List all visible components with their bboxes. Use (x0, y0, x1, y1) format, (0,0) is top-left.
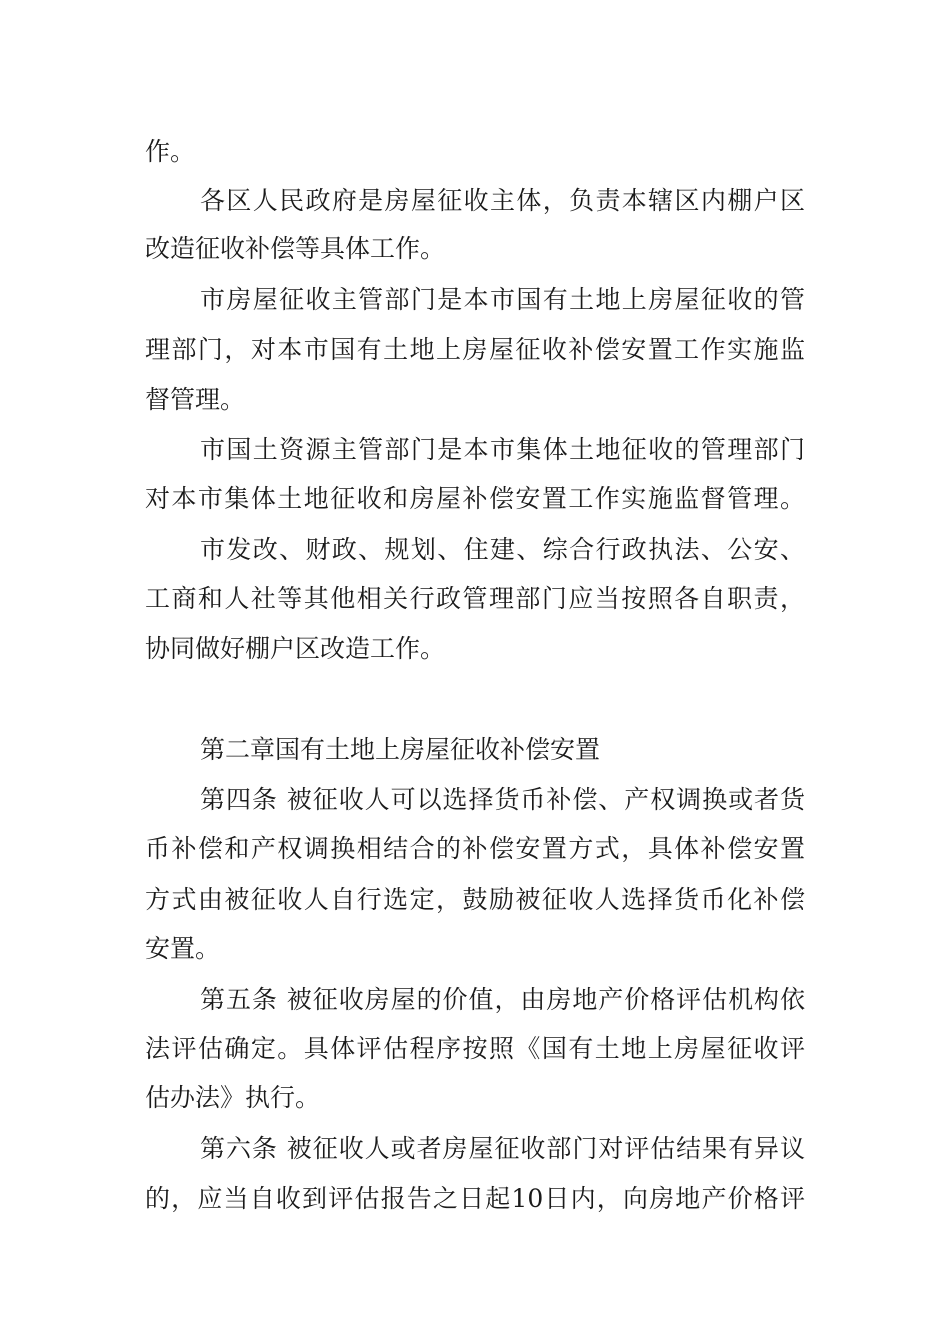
chapter-heading: 第二章国有土地上房屋征收补偿安置 (200, 735, 601, 764)
text-line: 币补偿和产权调换相结合的补偿安置方式，具体补偿安置 (145, 834, 805, 863)
text-line: 市房屋征收主管部门是本市国有土地上房屋征收的管 (200, 285, 805, 314)
text-line: 作。 (145, 137, 196, 166)
text-line: 督管理。 (145, 385, 246, 414)
text-line: 方式由被征收人自行选定，鼓励被征收人选择货币化补偿 (145, 885, 805, 914)
text-line: 市国土资源主管部门是本市集体土地征收的管理部门 (200, 435, 805, 464)
text-line: 对本市集体土地征收和房屋补偿安置工作实施监督管理。 (145, 484, 805, 513)
text-line: 的，应当自收到评估报告之日起10日内，向房地产价格评 (145, 1184, 805, 1213)
text-line: 改造征收补偿等具体工作。 (145, 234, 446, 263)
text-line: 第六条 被征收人或者房屋征收部门对评估结果有异议 (200, 1134, 805, 1163)
text-line: 协同做好棚户区改造工作。 (145, 634, 446, 663)
text-line: 法评估确定。具体评估程序按照《国有土地上房屋征收评 (145, 1034, 805, 1063)
text-line: 安置。 (145, 934, 221, 963)
text-line: 第五条 被征收房屋的价值，由房地产价格评估机构依 (200, 985, 805, 1014)
text-line: 第四条 被征收人可以选择货币补偿、产权调换或者货 (200, 785, 805, 814)
text-line: 工商和人社等其他相关行政管理部门应当按照各自职责， (145, 584, 805, 613)
text-line: 估办法》执行。 (145, 1083, 321, 1112)
text-line: 市发改、财政、规划、住建、综合行政执法、公安、 (200, 535, 805, 564)
text-line: 理部门，对本市国有土地上房屋征收补偿安置工作实施监 (145, 335, 805, 364)
text-line: 各区人民政府是房屋征收主体，负责本辖区内棚户区 (200, 186, 805, 215)
